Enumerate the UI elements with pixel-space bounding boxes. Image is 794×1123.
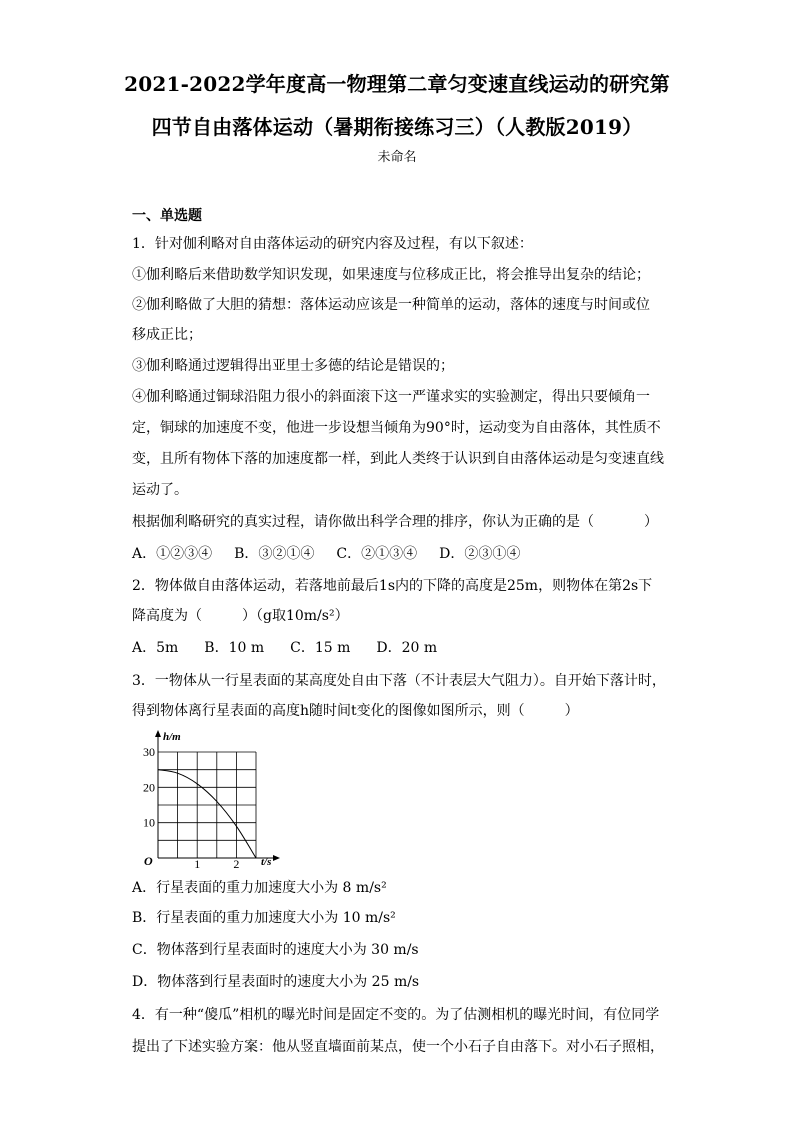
section-heading: 一、单选题 <box>132 208 202 224</box>
q3-option-c[interactable]: C．物体落到行星表面时的速度大小为 30 m/s <box>132 942 419 958</box>
y-axis-arrow <box>155 730 161 737</box>
x-tick-label: 2 <box>233 857 240 868</box>
q1-option-a[interactable]: A．①②③④ <box>132 546 213 562</box>
q2-options <box>132 638 463 658</box>
q2-stem-a: 2．物体做自由落体运动，若落地前最后1s内的下降的高度是25m，则物体在第2s下 <box>132 578 653 594</box>
q1-option-b[interactable]: B．③②①④ <box>234 546 315 562</box>
doc-title-line2: 四节自由落体运动（暑期衔接练习三）（人教版2019） <box>151 115 643 139</box>
chart-curve-series <box>158 770 256 858</box>
y-tick-label: 20 <box>143 780 155 795</box>
q3-stem-b-end: ） <box>564 703 579 719</box>
chart-axes <box>155 730 280 861</box>
q1-statement-4a: ④伽利略通过铜球沿阻力很小的斜面滚下这一严谨求实的实验测定，得出只要倾角一 <box>132 389 650 405</box>
q1-stem: 1．针对伽利略对自由落体运动的研究内容及过程，有以下叙述： <box>132 236 533 252</box>
q4-stem-b: 提出了下述实验方案：他从竖直墙面前某点，使一个小石子自由落下。对小石子照相， <box>132 1039 664 1055</box>
height-time-chart <box>136 728 296 868</box>
doc-subtitle: 未命名 <box>377 150 417 165</box>
q1-statement-3: ③伽利略通过逻辑得出亚里士多德的结论是错误的； <box>132 358 454 374</box>
q2-stem-b-end: ）（g取10m/s²） <box>242 608 349 624</box>
q1-option-c[interactable]: C．②①③④ <box>336 546 418 562</box>
q1-statement-2b: 移成正比； <box>132 327 202 343</box>
y-tick-label: 30 <box>143 745 155 759</box>
doc-title-line1: 2021-2022学年度高一物理第二章匀变速直线运动的研究第 <box>124 72 670 96</box>
q1-question-text: 根据伽利略研究的真实过程，请你做出科学合理的排序，你认为正确的是（ <box>132 514 594 530</box>
q4-stem-a: 4．有一种“傻瓜”相机的曝光时间是固定不变的。为了估测相机的曝光时间，有位同学 <box>132 1007 660 1023</box>
q3-option-b[interactable]: B．行星表面的重力加速度大小为 10 m/s² <box>132 910 396 926</box>
q1-option-d[interactable]: D．②③①④ <box>439 546 521 562</box>
q1-statement-4b: 定，铜球的加速度不变，他进一步设想当倾角为90°时，运动变为自由落体，其性质不 <box>132 420 661 436</box>
q1-question-end: ） <box>644 514 658 530</box>
q2-option-a[interactable]: A．5m <box>132 640 179 656</box>
chart-labels <box>143 731 271 868</box>
q2-stem-b <box>132 606 349 626</box>
q3-option-a[interactable]: A．行星表面的重力加速度大小为 8 m/s² <box>132 880 387 896</box>
x-axis-label: t/s <box>261 856 272 868</box>
q1-statement-1: ①伽利略后来借助数学知识发现，如果速度与位移成正比，将会推导出复杂的结论； <box>132 267 650 283</box>
chart-grid <box>158 752 256 858</box>
q1-statement-4c: 变，且所有物体下落的加速度都一样，到此人类终于认识到自由落体运动是匀变速直线 <box>132 451 664 467</box>
q2-option-d[interactable]: D．20 m <box>376 640 438 656</box>
x-axis-arrow <box>273 855 280 861</box>
q3-option-d[interactable]: D．物体落到行星表面时的速度大小为 25 m/s <box>132 974 420 990</box>
q1-options <box>132 544 542 564</box>
y-axis-label: h/m <box>163 731 181 743</box>
q3-stem-a: 3．一物体从一行星表面的某高度处自由下落（不计表层大气阻力）。自开始下落计时， <box>132 673 666 689</box>
q1-statement-4d: 运动了。 <box>132 482 188 498</box>
y-tick-label: 10 <box>143 815 155 830</box>
q2-option-c[interactable]: C．15 m <box>290 640 351 656</box>
q1-question <box>132 512 658 532</box>
q2-stem-b-text: 降高度为（ <box>132 608 202 624</box>
q1-statement-2a: ②伽利略做了大胆的猜想：落体运动应该是一种简单的运动，落体的速度与时间或位 <box>132 297 650 313</box>
q2-option-b[interactable]: B．10 m <box>204 640 265 656</box>
x-tick-label: 1 <box>194 857 201 868</box>
q3-stem-b <box>132 701 579 721</box>
origin-label: O <box>144 854 153 868</box>
q3-stem-b-text: 得到物体离行星表面的高度h随时间t变化的图像如图所示，则（ <box>132 703 525 719</box>
